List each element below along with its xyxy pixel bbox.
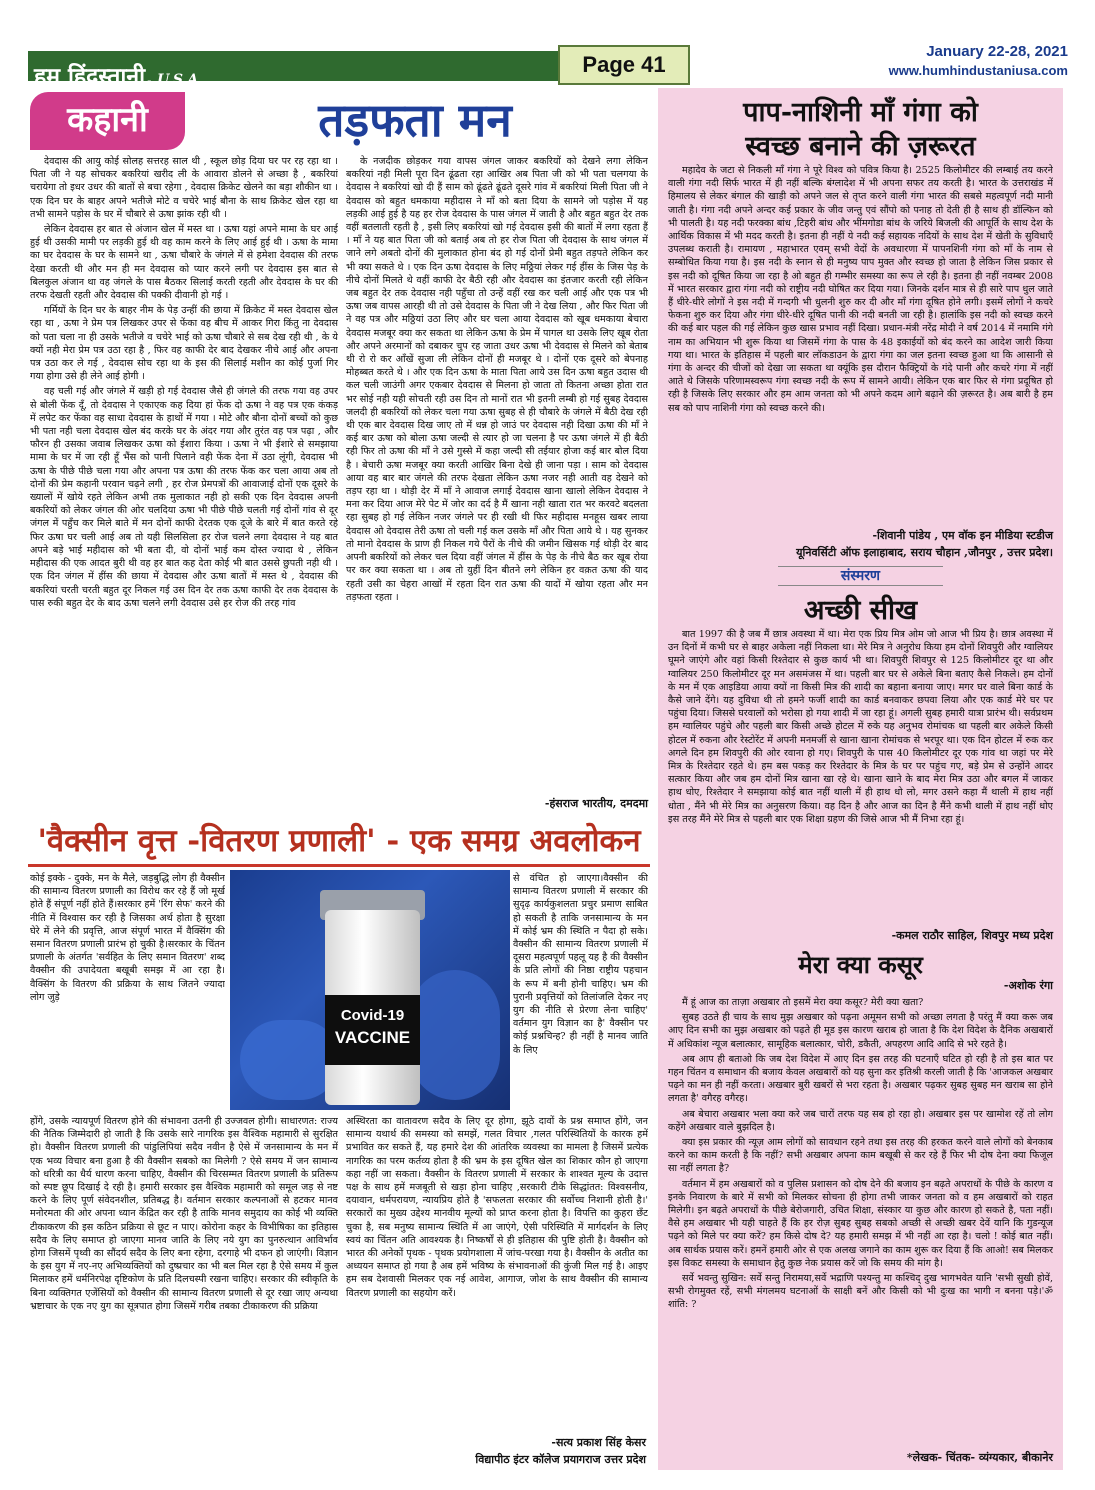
section-label-sansmaran: संस्मरण [778, 566, 943, 586]
sansmaran-paragraph: बात 1997 की है जब मैं छात्र अवस्था में था। मेरा एक प्रिय मित्र ओम जो आज भी प्रिय है। छात्र अवस्था में उन दिनों में कभी घर से बाहर अकेला नहीं निकला था। मेरे मित्र ने अनुरोध किया हम दोनों शिवपुरी और ग्वालियर घूमने जाएंगे और वहां किसी रिश्तेदार से कुछ कार्य भी था। शिवपुरी शिवपुर से 125 किलोमीटर दूर था और ग्वालियर 250 किलोमीटर दूर मन असमंजस में था। पहली बार घर से अकेले बिना बताए कैसे निकले। हम दोनों के मन में एक आइडिया आया क्यों ना किसी मित्र की शादी का बहाना बनाया जाए। मगर घर वाले बिना कार्ड के कैसे जाने देंगे। यह दुविधा थी तो हमने फर्जी शादी का कार्ड बनवाकर छपवा लिया और एक कार्ड मेरे घर पर पहुंचा दिया। जिससे घरवालों को भरोसा हो गया शादी में जा रहा हूं। अगली सुबह हमारी यात्रा प्रारंभ थी। सर्वप्रथम हम ग्वालियर पहुंचे और पहली बार किसी अच्छे होटल में रुके यह अनुभव रोमांचक था पहली बार अकेले किसी होटल में रुकना और रेस्टोरेंट में अपनी मनमर्जी से खाना खाना रोमांचक से भरपूर था। एक दिन होटल में रुक कर अगले दिन हम शिवपुरी की ओर रवाना हो गए। शिवपुरी के पास 40 किलोमीटर दूर एक गांव था जहां पर मेरे मित्र के रिश्तेदार रहते थे। हम बस पकड़ कर रिश्तेदार के मित्र के घर पर पहुंच गए, बड़े प्रेम से उन्होंने आदर सत्कार किया और जब हम दोनों मित्र खाना खा रहे थे। खाना खाने के बाद मेरा मित्र उठा और बगल में जाकर हाथ धोए, रिश्तेदार ने समझाया कोई बात नहीं थाली में ही हाथ धो लो, मगर उसने कहा मैं थाली में हाथ नहीं धोता , मैंने भी मेरे मित्र का अनुसरण किया। वह दिन है और आज का दिन है मैंने कभी थाली में हाथ नहीं धोए इस तरह मैंने मेरे मित्र से पहली बार एक शिक्षा ग्रहण की जिसे आज भी मैं निभा रहा हूं। [668, 629, 1053, 825]
story-paragraph: वह चली गई और जंगले में खड़ी हो गई देवदास जैसे ही जंगले की तरफ गया वह उपर से बोली फेंक दूँ, तो देवदास ने एकाएक कह दिया हां फेंक दो ऊषा ने वह पत्र एक कंकड़ में लपेट कर फेंका वह साधा देवदास के हाथों में गया । मोटे और बौना दोनों बच्चों को कुछ भी पता नही चला देवदास खेल बंद करके घर के अंदर गया और तुरंत वह पत्र पढ़ा , और फौरन ही उसका जवाब लिखकर ऊषा को ईशारा किया । ऊषा ने भी ईशारे से समझाया मामा के घर में जा रही हूँ भैंस को पानी पिलाने वही फेंक देना में उठा लूंगी, देवदास भी ऊषा के पीछे पीछे चला गया और अपना पत्र ऊषा की तरफ फेंक कर चला आया अब तो दोनों की प्रेम कहानी परवान चढ़ने लगी , हर रोज प्रेमपत्रों की आवाजाई दोनों एक दूसरे के ख्यालों में खोये रहते लेकिन अभी तक मुलाकात नही हो सकी एक दिन देवदास अपनी बकरियों को लेकर जंगल की ओर चलदिया ऊषा भी पीछे पीछे चलती गई दोनों गांव से दूर जंगल में पहुँच कर मिले बाते में मन दोनों काफी देरतक एक दूजे के बारे में बात करते रहे फिर ऊषा घर चली आई अब तो यही सिलसिला हर रोज चलने लगा देवदास ने यह बात अपने बड़े भाई महीदास को भी बता दी, वो दोनों भाई कम दोस्त ज्यादा थे , लेकिन महीदास की एक आदत बुरी थी वह हर बात कह देता कोई भी बात उससे छुपती नही थी । एक दिन जंगल में हींस की छाया में देवदास और ऊषा बातों में मस्त थे , देवदास की बकरियां चरती चरती बहुत दूर निकल गई उस दिन देर तक ऊषा काफी देर तक देवदास के पास रुकी बहुत देर के बाद ऊषा चलने लगी देवदास उसे हर रोज की तरह गांव [30, 386, 338, 609]
page-number: Page 41 [558, 45, 690, 85]
masthead-title-text: हम हिंदुस्तानी, [34, 63, 154, 90]
vaccine-vial-image [230, 870, 510, 1110]
vaccine-column-mid: से वंचित हो जाएगा।वैक्सीन की सामान्य वितरण प्रणाली में सरकार की सुदृढ़ कार्यकुशलता प्रचुर प्रमाण साबित हो सकती है ताकि जनसामान्य के मन में कोई भ्रम की स्थिति न पैदा हो सके। वैक्सीन की सामान्य वितरण प्रणाली में दूसरा महत्वपूर्ण पहलू यह है की वैक्सीन के प्रति लोगों की निष्ठा राष्ट्रीय पहचान के रूप में बनी होनी चाहिए। भ्रम की पुरानी प्रवृत्तियों को तिलांजलि देकर नए युग की नीति से प्रेरणा लेना चाहिए' वर्तमान युग विज्ञान का है' वैक्सीन पर कोई प्रश्नचिन्ह? ही नहीं है मानव जाति के लिए [513, 873, 648, 1056]
story-paragraph: गर्मियों के दिन घर के बाहर नीम के पेड़ उन्हीं की छाया में क्रिकेट में मस्त देवदास खेल रहा था , ऊषा ने प्रेम पत्र लिखकर उपर से फेंका वह बीच में आकर गिरा किंतु ना देवदास को पता चला ना ही उसके भतीजे व चचेरे भाई को ऊषा चौबारे से सब देख रही थी , के ये क्यों नही मेरा प्रेम पत्र उठा रहा है , फिर वह काफी देर बाद देखकर नीचे आई और अपना पत्र उठा कर ले गई , देवदास सोच रहा था के इस की सिलाई मशीन का कोई पुर्जा गिर गया होगा उसे ही लेने आई होगी । [30, 305, 338, 383]
vial-label [325, 995, 420, 1065]
masthead-title [34, 59, 203, 91]
kasoor-byline: *लेखक- चिंतक- व्यंग्यकार, बीकानेर [906, 1451, 1053, 1464]
vaccine-column-bottom-right: अस्थिरता का वातावरण सदैव के लिए दूर होगा, झूठे दावों के प्रश्न समाप्त होंगे, जन सामान्य यथार्थ की समस्या को समझें, गलत विचार ,गलत परिस्थितियों के कारक हमें प्रभावित कर सकते हैं, यह हमारे देश की आंतरिक व्यवस्था का मामला है जिसमें प्रत्येक नागरिक का परम कर्तव्य होता है की भ्रम के इस दूषित खेल का शिकार कौन हो जाएगा कहा नहीं जा सकता। वैक्सीन के वितरण प्रणाली में सरकार के शाश्वत मूल्य के उदात्त पक्ष के साथ हमें मजबूती से खड़ा होना चाहिए ,सरकारी टीके सिद्धांतत: विश्वसनीय, दयावान, धर्मपरायण, न्यायप्रिय होते है 'सफलता सरकार की सर्वोच्च निशानी होती है।' सरकारों का मुख्य उद्देश्य मानवीय मूल्यों को प्राप्त करना होता है। विपत्ति का कुहरा छँट चुका है, सब मनुष्य सामान्य स्थिति में आ जाएंगे, ऐसी परिस्थिति में मार्गदर्शन के लिए स्वयं का चिंतन अति आवश्यक है। निष्कर्षों से ही इतिहास की पुष्टि होती है। वैक्सीन को भारत की अनेकों पृथक - पृथक प्रयोगशाला में जांच-परखा गया है। वैक्सीन के अतीत का अध्ययन समाप्त हो गया है अब हमें भविष्य के संभावनाओं की कुंजी मिल गई है। आइए हम सब देशवासी मिलकर एक नई आवेश, आगाज, जोश के साथ वैक्सीन की सामान्य वितरण प्रणाली का सहयोग करें। [346, 1116, 648, 1299]
kasoor-body [668, 996, 1053, 1451]
vaccine-byline-place: विद्यापीठ इंटर कॉलेज प्रयागराज उत्तर प्रदेश [475, 1453, 646, 1466]
glove-shape [410, 970, 500, 1100]
kasoor-paragraph: अब बेचारा अखबार भला क्या करे जब चारों तरफ यह सब हो रहा हो। अखबार इस पर खामोश रहें तो लोग कहेंगे अखबार वाले बुझदिल है। [668, 1108, 1053, 1133]
kasoor-title: मेरा क्या कसूर [798, 950, 923, 979]
sansmaran-byline: -कमल राठौर साहिल, शिवपुर मध्य प्रदेश [891, 929, 1053, 942]
kasoor-paragraph: सर्वे भवन्तु सुखिन: सर्वे सन्तु निरामया,सर्वे भद्राणि पश्यन्तु मा कश्चिद् दुख भागभवेत यानि 'सभी सुखी होवें, सभी रोगमुक्त रहें, सभी मंगलमय घटनाओं के साक्षी बनें और किसी को भी दुःख का भागी न बनना पड़े।'ॐ शांति: ? [668, 1273, 1053, 1311]
story-paragraph: के नजदीक छोड़कर गया वापस जंगल जाकर बकरियों को देखने लगा लेकिन बकरियां नही मिली पूरा दिन ढूंढता रहा आखिर अब पिता जी को भी पता चलगया के देवदास ने बकरियां खो दी हैं साम को ढूंढते ढूंढते दूसरे गांव में बकरियां मिली पिता जी ने देवदास को बहुत धमकाया महीदास ने माँ को बता दिया के सामने जो पड़ोस में यह लड़की आई हुई है यह हर रोज देवदास के पास जंगल में जाती है और बहुत बहुत देर तक वहीं बतलाती रहती है , इसी लिए बकरियां खो गई देवदास इसी की बातों में लगा रहता हैं । माँ ने यह बात पिता जी को बताई अब तो हर रोज पिता जी देवदास के साथ जंगल में जाने लगे अबतो दोनों की मुलाकात होना बंद हो गई दोनों प्रेमी बहुत तड़पते लेकिन कर भी क्या सकते थे । एक दिन ऊषा देवदास के लिए मठ्ठियां लेकर गई हींस के जिस पेड़ के नीचे दोनों मिलते थे वहीं काफी देर बैठी रही और देवदास का इंतजार करती रही लेकिन जब बहुत देर तक देवदास नही पहुँचा तो उन्हें वहीं रख कर चली आई और एक पत्र भी ऊषा जब वापस आरही थी तो उसे देवदास के पिता जी ने देख लिया , और फिर पिता जी ने वह पत्र और मठ्ठियां उठा लिए और घर चला आया देवदास को खूब धमकाया बेचारा देवदास मजबूर क्या कर सकता था लेकिन ऊषा के प्रेम में पागल था उसके लिए खूब रोता और अपने अरमानों को दबाकर चुप रह जाता उधर ऊषा भी देवदास से मिलने को बेताब थी रो रो कर आँखें सुजा ली लेकिन दोनों ही मजबूर थे । दोनों एक दूसरे को बेपनाह मोहब्बत करते थे । और एक दिन ऊषा के माता पिता आये उस दिन ऊषा बहुत उदास थी कल चली जाउंगी अगर एकबार देवदास से मिलना हो जाता तो कितना अच्छा होता रात भर सोई नही यही सोचती रही उस दिन तो मानों रात भी इतनी लम्बी हो गई सुबह देवदास जलदी ही बकरियों को लेकर चला गया ऊषा सुबह से ही चौबारे के जंगले में बैठी देख रही थी एक बार देवदास दिख जाए तो में धन्न हो जाउं पर देवदास नही दिखा ऊषा की माँ ने कई बार ऊषा को बोला ऊषा जल्दी से त्यार हो जा चलना है पर ऊषा जंगले में ही बैठी रही फिर तो ऊषा की माँ ने उसे गुस्से में कहा जल्दी सी तईयार होजा कई बार बोल दिया है । बेचारी ऊषा मजबूर क्या करती आखिर बिना देखे ही जाना पड़ा । साम को देवदास आया वह बार बार जंगले की तरफ देखता लेकिन ऊषा नजर नही आती वह देखने को तड़प रहा था । थोड़ी देर में माँ ने आवाज लगाई देवदास खाना खालो लेकिन देवदास ने मना कर दिया आज मेरे पेट में जोर का दर्द है मैं खाना नही खाता रात भर करवटे बदलता रहा सुबह हो गई लेकिन नजर जंगले पर ही रखी थी फिर महीदास मनहूस खबर लाया देवदास ओ देवदास तेरी ऊषा तो चली गई कल उसके माँ और पिता आये थे । यह सुनकर तो मानो देवदास के प्राण ही निकल गये पैरों के नीचे की जमीन खिसक गई थोड़ी देर बाद अपनी बकरियों को लेकर चल दिया वहीं जंगल में हींस के पेड़ के नीचे बैठ कर खूब रोया पर कर क्या सकता था । अब तो युहीं दिन बीतने लगे लेकिन हर वक़त ऊषा की याद रहती उसी का चेहरा आखों में रहता दिन रात ऊषा की यादों में खोया रहता और मन तड़फता रहता । [346, 156, 648, 603]
story-title: तड़फता मन [318, 93, 512, 147]
section-label-story: कहानी [30, 92, 185, 150]
story-paragraph: लेकिन देवदास हर बात से अंजान खेल में मस्त था । ऊषा यहां अपने मामा के घर आई हुई थी उसकी मामी पर लड़की हुई थी वह काम करने के लिए आई हुई थी । ऊषा के मामा का घर देवदास के घर के सामने था , ऊषा चौबारे के जंगले में से हमेशा देवदास की तरफ देखा करती थी और मन ही मन देवदास को प्यार करने लगी पर देवदास इस बात से बिलकुल अंजान था वह जंगले के पास बैठकर सिलाई करती रहती और देवदास के घर की तरफ देखती रहती और देवदास की पक्की दीवानी हो गई । [30, 224, 338, 302]
ganga-title-line2: स्वच्छ बनाने की ज़रूरत [745, 131, 976, 162]
ganga-byline-place: यूनिवर्सिटी ऑफ इलाहाबाद, सराय चौहान ,जौनपुर , उत्तर प्रदेश। [796, 546, 1053, 559]
ganga-byline-name: -शिवानी पांडेय , एम वॉक इन मीडिया स्टडीज [872, 529, 1053, 542]
ganga-title-line1: पाप-नाशिनी माँ गंगा को [743, 97, 978, 128]
masthead-band [28, 51, 558, 90]
kasoor-paragraph: सुबह उठते ही चाय के साथ मुझ अखबार को पढ़ना अमूमन सभी को अच्छा लगता है परंतु मैं क्या करू जब आए दिन सभी का मुझ अखबार को पढ़ते ही मूड इस कारण खराब हो जाता है कि देश विदेश के दैनिक अखबारों में अधिकांश न्यूज बलात्कार, सामूहिक बलात्कार, चोरी, डकैती, अपहरण आदि आदि से भरे रहते है। [668, 1012, 1053, 1050]
right-sidebar [658, 88, 1063, 1470]
ganga-paragraph: महादेव के जटा से निकली माँ गंगा ने पूरे विश्व को पवित्र किया है। 2525 किलोमीटर की लम्बाई तय करने वाली गंगा नदी सिर्फ भारत में ही नहीं बल्कि बंग्लादेश में भी अपना सफर तय करती है। भारत के उत्तराखंड में हिमालय से लेकर बंगाल की खाड़ी को अपने जल से तृप्त करने वाली गंगा भारत की सबसे महत्वपूर्ण नदी मानी जाती है। गंगा नदी अपने अन्दर कई प्रकार के जीव जन्तु एवं सौंपो को पनाह तो देती ही है साथ ही डॉल्फिन को भी पालती है। यह नदी फरक्का बांध ,टिहरी बांध और भींमगोडा बांध के जरिये बिजली की आपूर्ति के साथ देश के आर्थिक विकास में भी मदद करती है। इतना ही नहीं ये नदी कई सहायक नदियों के साथ देश में खेती के सुविधाएँ उपलब्ध कराती है। रामायण , महाभारत एवम् सभी वेदों के अवधारणा में पापनशिनी गंगा को माँ के नाम से सम्बोधित किया गया है। इस नदी के स्नान से ही मनुष्य पाप मुक्त और स्वच्छ हो जाता है लेकिन जिस प्रकार से इस नदी को दूषित किया जा रहा है ओ बहुत ही गम्भीर समस्या का रूप ले रही है। इतना ही नहीं नवम्बर 2008 में भारत सरकार द्वारा गंगा नदी को राष्ट्रीय नदी घोषित कर दिया गया। जिनके दर्शन मात्र से ही सारे पाप धुल जाते हैं धीरे-धीरे लोगों ने इस नदी में गन्दगी भी धुलनी शुरु कर दी और माँ गंगा दूषित होने लगी। इसमें लोगों ने कचरे फेकना शुरु कर दिया और गंगा धीरे-धीरे दूषित पानी की नदी बनती जा रही है। हालांकि इस नदी को स्वच्छ करने की कई बार पहल की गई लेकिन कुछ खास प्रभाव नहीं दिखा। प्रधान-मंत्री नरेंद्र मोदी ने वर्ष 2014 में नमामि गंगे नाम का अभियान भी शुरू किया था जिसमें गंगा के पास के 48 इकाईयों को बंद करने का आदेश जारी किया गया था। भारत के इतिहास में पहली बार लॉकडाउन के द्वारा गंगा का जल इतना स्वच्छ हुआ था कि आसानी से गंगा के अन्दर की चीजों को देखा जा सकता था क्यूंकि इस दौरान फैक्ट्रियों के गंदे पानी और कचरे गंगा में नहीं आते थे जिसके परिणामस्वरूप गंगा स्वच्छ नदी के रूप में सामने आयी। लेकिन एक बार फिर से गंगा प्रदूषित हो रही है जिसके लिए सरकार और हम आम जनता को भी अपने कदम आगे बढ़ाने की ज़रूरत है। अब बारी है हम सब को पाप नाशिनी गंगा को स्वच्छ करने की। [668, 165, 1053, 414]
kasoor-paragraph: अब आप ही बताओ कि जब देश विदेश में आए दिन इस तरह की घटनाएँ घटित हो रही है तो इस बात पर गहन चिंतन व समाधान की बजाय केवल अखबारों को यह सुना कर इतिश्री करली जाती है कि 'आजकल अखबार पढ़ने का मन ही नहीं करता। अखबार बुरी खबरों से भरा रहता है। अखबार पढ़कर सुबह सुबह मन खराब सा होने लगता है' वगैरह वगैरह। [668, 1053, 1053, 1105]
website-url: www.humhindustaniusa.com [888, 63, 1068, 78]
ganga-body [668, 164, 1053, 524]
kasoor-paragraph: वर्तमान में हम अखबारों को व पुलिस प्रशासन को दोष देने की बजाय इन बढ़ते अपराधों के पीछे के कारण व इनके निवारण के बारे में सभी को मिलकर सोचना ही होगा तभी जाकर जनता को व हम अखबारों को राहत मिलेगी। इन बढ़ते अपराधों के पीछे बेरोजगारी, उचित शिक्षा, संस्कार या कुछ और कारण हो सकते है, पता नहीं। वैसे हम अखबार भी यही चाहते हैं कि हर रोज़ सुबह सुबह सबको अच्छी से अच्छी खबर देवें यानि कि गुडन्यूज पढ़ने को मिले पर क्या करें? हम किसे दोष दे? यह हमारी समझ में भी नहीं आ रहा है। चलो ! कोई बात नहीं। अब सार्थक प्रयास करें। हमनें हमारी ओर से एक अलख जगाने का काम शुरू कर दिया हैं कि आओ! सब मिलकर इस विकट समस्या के समाधान हेतु कुछ नेक प्रयास करें जो कि समय की मांग है। [668, 1178, 1053, 1269]
story-byline: -हंसराज भारतीय, दमदमा [544, 797, 648, 810]
sansmaran-title: अच्छी सीख [803, 595, 918, 626]
vaccine-byline-name: -सत्य प्रकाश सिंह केसर [551, 1436, 646, 1449]
vaccine-article-title: 'वैक्सीन वृत्त -वितरण प्रणाली' - एक समग्र अवलोकन [28, 815, 650, 867]
vial-label-line1: Covid-19 [340, 1007, 405, 1024]
vaccine-column-bottom-left: होंगे, उसके न्यायपूर्ण वितरण होने की संभावना उतनी ही उज्जवल होगी। साधारणत: राज्य की नैतिक जिम्मेदारी हो जाती है कि उसके सारे नागरिक इस वैश्विक महामारी से सुरक्षित हो। वैक्सीन वितरण प्रणाली की पांडुलिपियां सदैव नवीन है ऐसे में जनसामान्य के मन में एक भव्य विचार बना हुआ है की वैक्सीन सबको का मिलेगी ? ऐसे समय में जन सामान्य को धरित्री का धैर्य धारण करना चाहिए, वैक्सीन की चिरसम्मत वितरण प्रणाली के प्रतिरूप को स्पष्ट छूप दिखाई दे रही है। हमारी सरकार इस वैश्विक महामारी को समूल जड़ से नष्ट करने के लिए पूर्ण संवेदनशील, प्रतिबद्ध है। वर्तमान सरकार कल्पनाओं से हटकर मानव मनोरमता की ओर अपना ध्यान केंद्रित कर रही है ताकि मानव समुदाय का कोई भी व्यक्ति टीकाकरण की इस कठिन प्रक्रिया से छूट न पाए। कोरोना कहर के विभीषिका का इतिहास सदैव के लिए समाप्त हो जाएगा मानव जाति के लिए नये युग का पुनरुत्थान आविर्भाव होगा जिसमें पृथ्वी का सौंदर्य सदैव के लिए बना रहेगा, दरगाहे भी दफन हो जाएंगी। विज्ञान के इस युग में नए-नए अभिव्यक्तियों को दुष्प्रचार का भी बल मिल रहा है ऐसे समय में कुल मिलाकर हमें धर्मनिरपेक्ष दृष्टिकोण के प्रति दिलचस्पी रखना चाहिए। सरकार की स्वीकृति के बिना व्यक्तिगत एजेंसियों को वैक्सीन की सामान्य वितरण प्रणाली से दूर रखा जाए अन्यथा भ्रष्टाचार के एक नए युग का सूत्रपात होगा जिसमें गरीब तबका टीकाकरण की प्रक्रिया [30, 1116, 338, 1312]
kasoor-paragraph: क्या इस प्रकार की न्यूज़ आम लोगों को सावधान रहने तथा इस तरह की हरकत करने वाले लोगों को बेनकाब करने का काम करती है कि नहीं? सभी अखबार अपना काम बखूबी से कर रहे हैं फिर भी दोष देना क्या फिजूल सा नहीं लगता है? [668, 1137, 1053, 1175]
vial-label-line2: VACCINE [334, 1028, 411, 1047]
issue-date: January 22-28, 2021 [926, 43, 1068, 60]
kasoor-author: -अशोक रंगा [1003, 979, 1053, 992]
story-paragraph: देवदास की आयु कोई सोलह सत्तरह साल थी , स्कूल छोड़ दिया घर पर रह रहा था । पिता जी ने यह सोचकर बकरियां खरीद ली के आवारा डोलने से अच्छा है , बकरियां चरायेगा तो इधर उधर की बातों से बचा रहेगा , देवदास क्रिकेट खेलने का बड़ा शौकीन था । एक दिन घर के बाहर अपने भतीजे मोटे व चचेरे भाई बौना के साथ क्रिकेट खेल रहा था तभी सामने पड़ोस के घर में चौबारे से ऊषा झांक रही थी । [30, 156, 338, 220]
story-column-2 [346, 155, 648, 795]
sansmaran-body [668, 628, 1053, 928]
masthead [28, 43, 1068, 90]
masthead-title-suffix: U.S.A. [157, 72, 204, 88]
story-column-1 [30, 155, 338, 815]
vaccine-column-left: कोई इक्के - दुक्के, मन के मैले, जड़बुद्धि लोग ही वैक्सीन की सामान्य वितरण प्रणाली का विरोध कर रहे हैं जो मूर्ख होते हैं संपूर्ण नहीं होते हैं।सरकार हमें 'रिंग सेफ' करने की नीति में विश्वास कर रही है जिसका अर्थ होता है सुरक्षा घेरे में लेने की प्रवृत्ति, आज संपूर्ण भारत में वैक्सिंग की समान वितरण प्रणाली प्रारंभ हो चुकी है।सरकार के चिंतन प्रणाली के अंतर्गत 'सर्वहित के लिए समान वितरण' शब्द वैक्सीन की उपादेयता बखूबी समझ में आ रहा है। वैक्सिंग के वितरण की प्रक्रिया के साथ जितने ज्यादा लोग जुड़े [30, 873, 225, 1003]
kasoor-paragraph: मैं हूं आज का ताज़ा अखबार तो इसमें मेरा क्या कसूर? मेरी क्या खता? [682, 997, 924, 1008]
